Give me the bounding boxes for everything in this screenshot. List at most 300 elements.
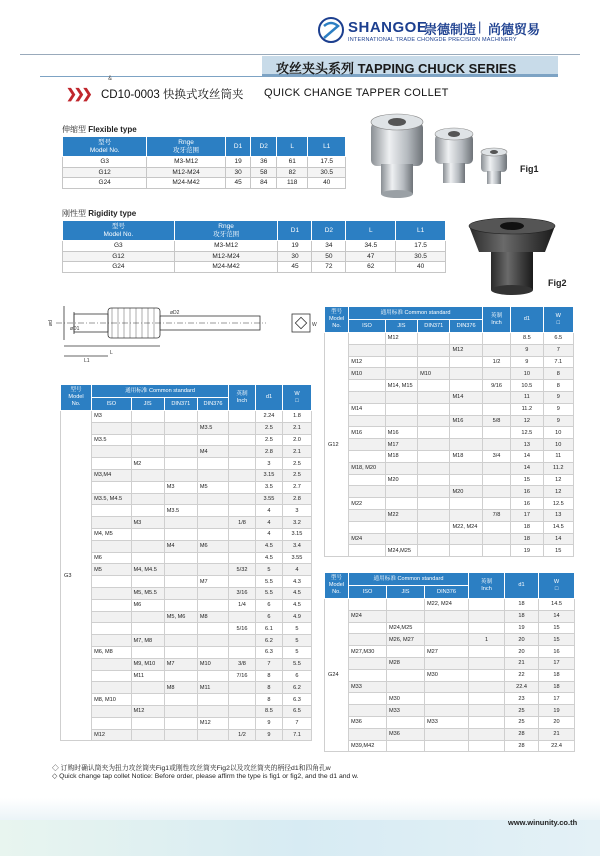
- table-cell: 17: [539, 657, 575, 669]
- table-row: [61, 705, 312, 717]
- table-cell: [131, 446, 164, 458]
- table-cell: 9: [255, 717, 282, 729]
- table-cell: M28: [387, 657, 425, 669]
- table-cell: M12: [197, 717, 228, 729]
- model-header: 型号 Model No.: [61, 385, 92, 411]
- table-cell: [469, 693, 505, 705]
- table-cell: 15: [543, 545, 573, 557]
- table-cell: 25: [505, 716, 539, 728]
- table-cell: [387, 669, 425, 681]
- table-cell: M22: [385, 509, 417, 521]
- table-cell: M24: [349, 610, 387, 622]
- jis-header: JIS: [387, 586, 425, 599]
- table-cell: [385, 415, 417, 427]
- table-cell: M33: [349, 681, 387, 693]
- drawing-d1-label: øD1: [70, 326, 80, 332]
- table-cell: [92, 587, 131, 599]
- table-row: [325, 427, 574, 439]
- table-cell: 4.5: [282, 599, 311, 611]
- table-cell: 4.9: [282, 611, 311, 623]
- table-cell: M24-M42: [147, 178, 225, 189]
- table-cell: 6.5: [282, 705, 311, 717]
- table-cell: [131, 576, 164, 588]
- table-cell: [197, 646, 228, 658]
- chevron-icon: ❯❯❯: [66, 86, 90, 101]
- table-cell: M6: [197, 540, 228, 552]
- table-header-row: [63, 221, 446, 241]
- table-cell: [482, 403, 510, 415]
- table-row: [61, 599, 312, 611]
- table-cell: [131, 528, 164, 540]
- table-cell: [450, 403, 482, 415]
- table-cell: 5.5: [255, 587, 282, 599]
- table-cell: [92, 717, 131, 729]
- table-cell: 11: [543, 450, 573, 462]
- table-cell: [425, 634, 469, 646]
- table-row: [61, 564, 312, 576]
- table-cell: [229, 505, 256, 517]
- table-cell: [229, 528, 256, 540]
- table-cell: 5/16: [229, 623, 256, 635]
- table-cell: [229, 434, 256, 446]
- table-cell: 18: [539, 669, 575, 681]
- table-cell: M5, M5.5: [131, 587, 164, 599]
- table-cell: 3/16: [229, 587, 256, 599]
- rigidity-label-cn: 刚性型: [62, 209, 86, 218]
- table-cell: 3/4: [482, 450, 510, 462]
- table-cell: M33: [387, 705, 425, 717]
- table-cell: [349, 391, 385, 403]
- table-cell: 5/32: [229, 564, 256, 576]
- table-cell: 45: [278, 262, 312, 273]
- table-cell: [482, 545, 510, 557]
- table-cell: M3.5, M4.5: [92, 493, 131, 505]
- table-cell: [385, 403, 417, 415]
- table-cell: M17: [385, 439, 417, 451]
- table-cell: [164, 564, 197, 576]
- table-cell: 12: [511, 415, 543, 427]
- table-cell: [164, 517, 197, 529]
- table-cell: [197, 587, 228, 599]
- table-cell: [450, 545, 482, 557]
- table-cell: 18: [505, 610, 539, 622]
- table-cell: M6: [131, 599, 164, 611]
- table-row: [325, 521, 574, 533]
- din371-header: DIN371: [418, 320, 450, 333]
- table-cell: [197, 493, 228, 505]
- table-cell: [197, 564, 228, 576]
- table-cell: M7: [197, 576, 228, 588]
- table-row: [325, 462, 574, 474]
- table-cell: [197, 599, 228, 611]
- table-row: [325, 391, 574, 403]
- table-row: [325, 681, 575, 693]
- table-cell: 3/8: [229, 658, 256, 670]
- table-cell: [349, 486, 385, 498]
- table-cell: 8: [255, 682, 282, 694]
- table-cell: [131, 611, 164, 623]
- table-cell: 4.5: [282, 587, 311, 599]
- table-cell: 5: [282, 623, 311, 635]
- table-cell: 3.55: [255, 493, 282, 505]
- table-cell: 6: [255, 611, 282, 623]
- rigidity-label-en: Rigidity type: [88, 209, 137, 218]
- table-cell: [229, 717, 256, 729]
- table-cell: [164, 705, 197, 717]
- table-cell: 50: [312, 251, 346, 262]
- table-cell: [164, 422, 197, 434]
- table-cell: [131, 717, 164, 729]
- table-cell: [131, 505, 164, 517]
- table-cell: [131, 729, 164, 741]
- inch-header: 英制 Inch: [482, 307, 510, 333]
- table-cell: 8: [543, 380, 573, 392]
- product-code: CD10-0003 快换式攻丝筒夹: [101, 89, 244, 101]
- table-cell: 82: [277, 167, 308, 178]
- table-cell: [349, 333, 385, 345]
- table-cell: [92, 505, 131, 517]
- table-cell: [131, 694, 164, 706]
- model-cell: G24: [325, 599, 349, 752]
- table-cell: [418, 380, 450, 392]
- table-cell: [425, 657, 469, 669]
- d1-header: d1: [505, 573, 539, 599]
- table-cell: [349, 439, 385, 451]
- table-cell: 11: [511, 391, 543, 403]
- table-cell: 14: [511, 462, 543, 474]
- table-cell: [229, 458, 256, 470]
- table-cell: 2.5: [282, 469, 311, 481]
- table-cell: [92, 458, 131, 470]
- iso-header: ISO: [349, 586, 387, 599]
- inch-header: 英制 Inch: [229, 385, 256, 411]
- table-row: [325, 368, 574, 380]
- drawing-d-label: ød: [48, 320, 54, 326]
- table-cell: [450, 498, 482, 510]
- table-cell: [469, 657, 505, 669]
- iso-header: ISO: [92, 398, 131, 411]
- table-cell: 7: [282, 717, 311, 729]
- table-cell: M7, M8: [131, 635, 164, 647]
- table-cell: [349, 669, 387, 681]
- column-header: Rnge 攻牙范围: [147, 137, 225, 157]
- table-cell: [164, 493, 197, 505]
- table-cell: M3.5: [197, 422, 228, 434]
- table-cell: [387, 716, 425, 728]
- table-cell: M14: [450, 391, 482, 403]
- table-cell: M3,M4: [92, 469, 131, 481]
- table-cell: [131, 540, 164, 552]
- table-cell: [418, 521, 450, 533]
- table-cell: [131, 682, 164, 694]
- table-cell: 2.5: [255, 434, 282, 446]
- table-cell: [425, 622, 469, 634]
- table-cell: 30.5: [308, 167, 346, 178]
- table-row: [325, 622, 575, 634]
- table-cell: [92, 446, 131, 458]
- table-cell: [92, 635, 131, 647]
- table-cell: 4.5: [255, 552, 282, 564]
- table-cell: M16: [450, 415, 482, 427]
- table-cell: [482, 333, 510, 345]
- table-cell: 2.1: [282, 446, 311, 458]
- table-cell: [164, 552, 197, 564]
- table-cell: M8: [164, 682, 197, 694]
- table-cell: M3-M12: [174, 241, 278, 252]
- table-cell: 7/16: [229, 670, 256, 682]
- table-cell: [197, 705, 228, 717]
- table-cell: [164, 411, 197, 423]
- table-cell: 21: [505, 657, 539, 669]
- table-cell: [385, 356, 417, 368]
- table-cell: [229, 493, 256, 505]
- d1-header: d1: [255, 385, 282, 411]
- table-cell: 34: [312, 241, 346, 252]
- table-cell: 2.0: [282, 434, 311, 446]
- table-cell: 2.5: [282, 458, 311, 470]
- column-header: Rnge 攻牙范围: [174, 221, 278, 241]
- table-cell: [482, 521, 510, 533]
- table-cell: 3.4: [282, 540, 311, 552]
- table-cell: M12: [385, 333, 417, 345]
- table-cell: 3: [255, 458, 282, 470]
- table-row: [61, 717, 312, 729]
- table-row: [63, 251, 446, 262]
- table-cell: [387, 681, 425, 693]
- table-cell: M16: [349, 427, 385, 439]
- table-cell: [131, 552, 164, 564]
- table-cell: 34.5: [346, 241, 396, 252]
- table-cell: [385, 486, 417, 498]
- table-cell: [349, 450, 385, 462]
- table-cell: [92, 599, 131, 611]
- table-cell: M10: [418, 368, 450, 380]
- table-cell: 23: [505, 693, 539, 705]
- table-cell: 72: [312, 262, 346, 273]
- table-cell: [349, 509, 385, 521]
- table-cell: M39,M42: [349, 740, 387, 752]
- table-cell: [349, 415, 385, 427]
- table-cell: [229, 540, 256, 552]
- table-row: [61, 458, 312, 470]
- table-cell: [349, 474, 385, 486]
- table-cell: 12: [543, 486, 573, 498]
- table-cell: G3: [63, 157, 147, 168]
- table-cell: 4: [255, 505, 282, 517]
- table-cell: M27,M30: [349, 646, 387, 658]
- column-header: D1: [225, 137, 251, 157]
- table-cell: [229, 611, 256, 623]
- table-cell: [385, 533, 417, 545]
- table-cell: [229, 552, 256, 564]
- table-cell: M8: [197, 611, 228, 623]
- g3-standard-table: [60, 384, 312, 741]
- table-cell: 5: [282, 646, 311, 658]
- table-cell: [197, 411, 228, 423]
- table-cell: [164, 446, 197, 458]
- table-cell: [92, 576, 131, 588]
- table-cell: M3: [92, 411, 131, 423]
- table-cell: [425, 728, 469, 740]
- table-cell: M3-M12: [147, 157, 225, 168]
- table-cell: [450, 509, 482, 521]
- table-cell: [482, 533, 510, 545]
- table-cell: M8, M10: [92, 694, 131, 706]
- table-row: [325, 533, 574, 545]
- table-row: [325, 344, 574, 356]
- table-row: [61, 446, 312, 458]
- table-row: [63, 157, 346, 168]
- table-row: [325, 610, 575, 622]
- table-cell: M5: [197, 481, 228, 493]
- inch-header: 英制 Inch: [469, 573, 505, 599]
- table-row: [63, 241, 446, 252]
- table-cell: 18: [539, 681, 575, 693]
- table-cell: 6.1: [255, 623, 282, 635]
- table-cell: [164, 635, 197, 647]
- table-cell: [425, 693, 469, 705]
- table-cell: M27: [425, 646, 469, 658]
- column-header: L1: [396, 221, 446, 241]
- table-cell: [469, 669, 505, 681]
- table-cell: M3.5: [164, 505, 197, 517]
- table-row: [61, 658, 312, 670]
- table-cell: M10: [349, 368, 385, 380]
- table-row: [61, 540, 312, 552]
- table-cell: [349, 728, 387, 740]
- table-cell: [469, 646, 505, 658]
- table-cell: M30: [425, 669, 469, 681]
- table-cell: [164, 717, 197, 729]
- order-note-cn: ◇ 订购时确认筒夹为扭力攻丝筒夹Fig1或刚性攻丝筒夹Fig2以及攻丝筒夹的柄径d1和四角孔w: [52, 765, 331, 772]
- table-cell: 2.7: [282, 481, 311, 493]
- drawing-w-label: W: [312, 322, 317, 328]
- table-cell: [450, 474, 482, 486]
- table-cell: 45: [225, 178, 251, 189]
- table-row: [325, 646, 575, 658]
- column-header: L1: [308, 137, 346, 157]
- table-cell: 12: [543, 474, 573, 486]
- table-cell: M36: [387, 728, 425, 740]
- table-row: [61, 422, 312, 434]
- table-cell: [164, 694, 197, 706]
- table-row: [61, 411, 312, 423]
- table-cell: [385, 462, 417, 474]
- table-row: [61, 729, 312, 741]
- table-cell: 8: [543, 368, 573, 380]
- table-row: [61, 481, 312, 493]
- table-cell: [349, 622, 387, 634]
- table-row: [325, 657, 575, 669]
- table-cell: M18: [450, 450, 482, 462]
- table-cell: 4.5: [255, 540, 282, 552]
- table-cell: 9: [511, 344, 543, 356]
- table-cell: [418, 391, 450, 403]
- table-cell: M9, M10: [131, 658, 164, 670]
- footer-url[interactable]: www.winunity.co.th: [508, 818, 578, 827]
- table-cell: [418, 439, 450, 451]
- table-cell: [425, 681, 469, 693]
- table-cell: [92, 670, 131, 682]
- table-cell: 1/4: [229, 599, 256, 611]
- table-cell: 13: [543, 509, 573, 521]
- table-cell: M4, M5: [92, 528, 131, 540]
- table-row: [325, 380, 574, 392]
- brand-separator: |: [478, 19, 482, 34]
- table-cell: M16: [385, 427, 417, 439]
- table-cell: [418, 403, 450, 415]
- table-row: [325, 740, 575, 752]
- table-cell: [387, 599, 425, 611]
- table-cell: [418, 450, 450, 462]
- table-cell: G24: [63, 178, 147, 189]
- table-cell: 10: [543, 439, 573, 451]
- table-row: [325, 545, 574, 557]
- table-cell: 16: [511, 486, 543, 498]
- table-row: [61, 493, 312, 505]
- model-cell: G3: [61, 411, 92, 741]
- table-cell: [197, 635, 228, 647]
- table-cell: 4.3: [282, 576, 311, 588]
- table-cell: [469, 610, 505, 622]
- table-cell: G12: [63, 167, 147, 178]
- table-cell: 9: [255, 729, 282, 741]
- table-cell: 1: [469, 634, 505, 646]
- table-row: [61, 646, 312, 658]
- w-header: W □: [539, 573, 575, 599]
- brand-mark-icon: [318, 16, 344, 44]
- table-cell: M18: [385, 450, 417, 462]
- table-cell: M11: [197, 682, 228, 694]
- table-cell: M4: [164, 540, 197, 552]
- table-cell: 1/8: [229, 517, 256, 529]
- table-cell: [197, 729, 228, 741]
- g24-standard-table: [324, 572, 575, 752]
- table-cell: [450, 439, 482, 451]
- table-cell: [469, 599, 505, 611]
- brand-name: SHANGOE: [348, 19, 428, 36]
- table-cell: M12: [349, 356, 385, 368]
- table-cell: 7: [543, 344, 573, 356]
- table-cell: [197, 458, 228, 470]
- table-row: [325, 669, 575, 681]
- table-cell: 18: [511, 521, 543, 533]
- table-header-row: [61, 385, 312, 398]
- table-cell: [450, 380, 482, 392]
- table-cell: [92, 517, 131, 529]
- table-cell: 6.2: [255, 635, 282, 647]
- table-cell: 1/2: [482, 356, 510, 368]
- table-cell: 28: [505, 740, 539, 752]
- table-cell: M24,M25: [385, 545, 417, 557]
- jis-header: JIS: [131, 398, 164, 411]
- table-cell: [469, 681, 505, 693]
- table-row: [63, 178, 346, 189]
- table-cell: [349, 380, 385, 392]
- table-cell: M24-M42: [174, 262, 278, 273]
- table-row: [325, 486, 574, 498]
- table-cell: 84: [251, 178, 277, 189]
- table-cell: [450, 368, 482, 380]
- table-cell: 14.5: [539, 599, 575, 611]
- table-cell: 28: [505, 728, 539, 740]
- table-cell: [469, 622, 505, 634]
- table-cell: 3.5: [255, 481, 282, 493]
- brand-subtitle: INTERNATIONAL TRADE CHONGDE PRECISION MACHINERY: [348, 37, 517, 43]
- table-cell: 36: [251, 157, 277, 168]
- drawing-l1-label: L1: [84, 358, 90, 364]
- table-cell: M4: [197, 446, 228, 458]
